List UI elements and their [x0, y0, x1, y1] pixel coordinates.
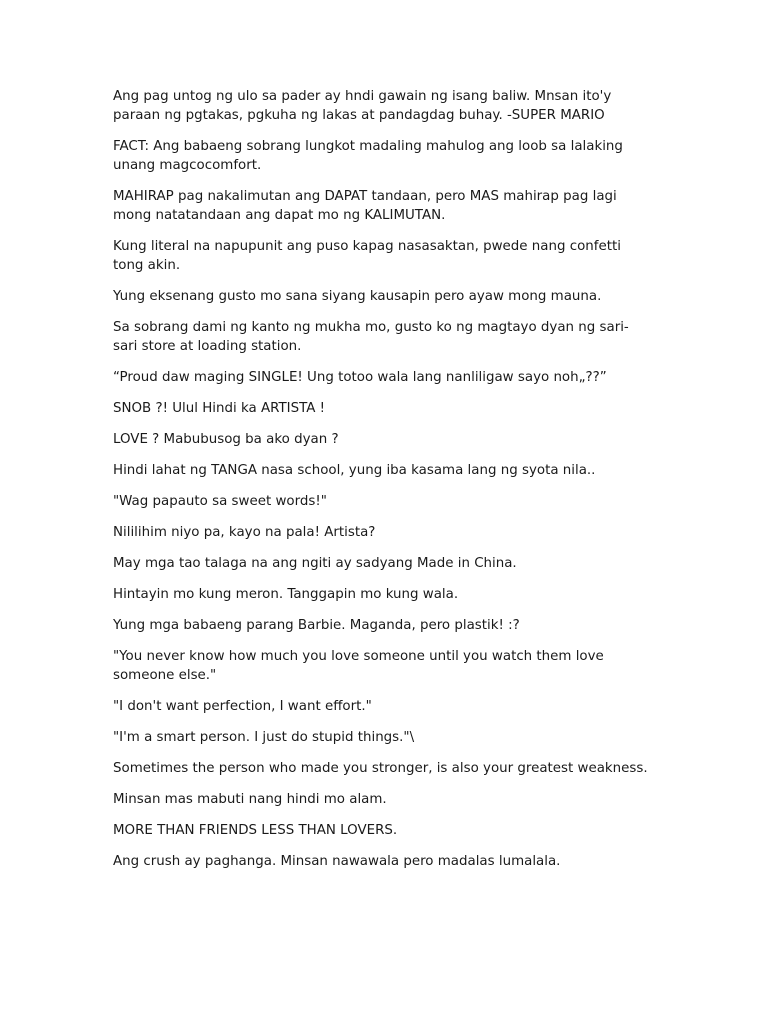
paragraph-17: "I don't want perfection, I want effort." [113, 699, 372, 714]
paragraph-14: Hintayin mo kung meron. Tanggapin mo kung wala. [113, 587, 459, 602]
paragraph-8: SNOB ?! Ulul Hindi ka ARTISTA ! [113, 401, 325, 416]
paragraph-20: Minsan mas mabuti nang hindi mo alam. [113, 792, 387, 807]
paragraph-4: Kung literal na napupunit ang puso kapag nasasaktan, pwede nang confetti tong akin. [113, 239, 621, 273]
paragraph-13: May mga tao talaga na ang ngiti ay sadyang Made in China. [113, 556, 517, 571]
paragraph-22: Ang crush ay paghanga. Minsan nawawala pero madalas lumalala. [113, 854, 561, 869]
paragraph-6: Sa sobrang dami ng kanto ng mukha mo, gusto ko ng magtayo dyan ng sari-sari store at loading station. [113, 320, 629, 354]
paragraph-16: "You never know how much you love someone until you watch them love someone else." [113, 649, 604, 683]
paragraph-3: MAHIRAP pag nakalimutan ang DAPAT tandaan, pero MAS mahirap pag lagi mong natatandaan ang dapat mo ng KALIMUTAN. [113, 189, 617, 223]
paragraph-19: Sometimes the person who made you stronger, is also your greatest weakness. [113, 761, 648, 776]
paragraph-5: Yung eksenang gusto mo sana siyang kausapin pero ayaw mong mauna. [113, 289, 602, 304]
paragraph-15: Yung mga babaeng parang Barbie. Maganda, pero plastik! :? [113, 618, 520, 633]
paragraph-10: Hindi lahat ng TANGA nasa school, yung iba kasama lang ng syota nila.. [113, 463, 596, 478]
paragraph-1: Ang pag untog ng ulo sa pader ay hndi gawain ng isang baliw. Mnsan ito'y paraan ng pgtakas, pgkuha ng lakas at pandagdag buhay. -SUPER MARIO [113, 89, 612, 123]
paragraph-18: "I'm a smart person. I just do stupid things."\ [113, 730, 415, 745]
paragraph-12: Nililihim niyo pa, kayo na pala! Artista? [113, 525, 376, 540]
paragraph-21: MORE THAN FRIENDS LESS THAN LOVERS. [113, 823, 398, 838]
paragraph-9: LOVE ? Mabubusog ba ako dyan ? [113, 432, 339, 447]
paragraph-2: FACT: Ang babaeng sobrang lungkot madaling mahulog ang loob sa lalaking unang magcocomfort. [113, 139, 623, 173]
document-body [113, 87, 653, 883]
paragraph-7: “Proud daw maging SINGLE! Ung totoo wala lang nanliligaw sayo noh„??” [113, 370, 607, 385]
paragraph-11: "Wag papauto sa sweet words!" [113, 494, 327, 509]
